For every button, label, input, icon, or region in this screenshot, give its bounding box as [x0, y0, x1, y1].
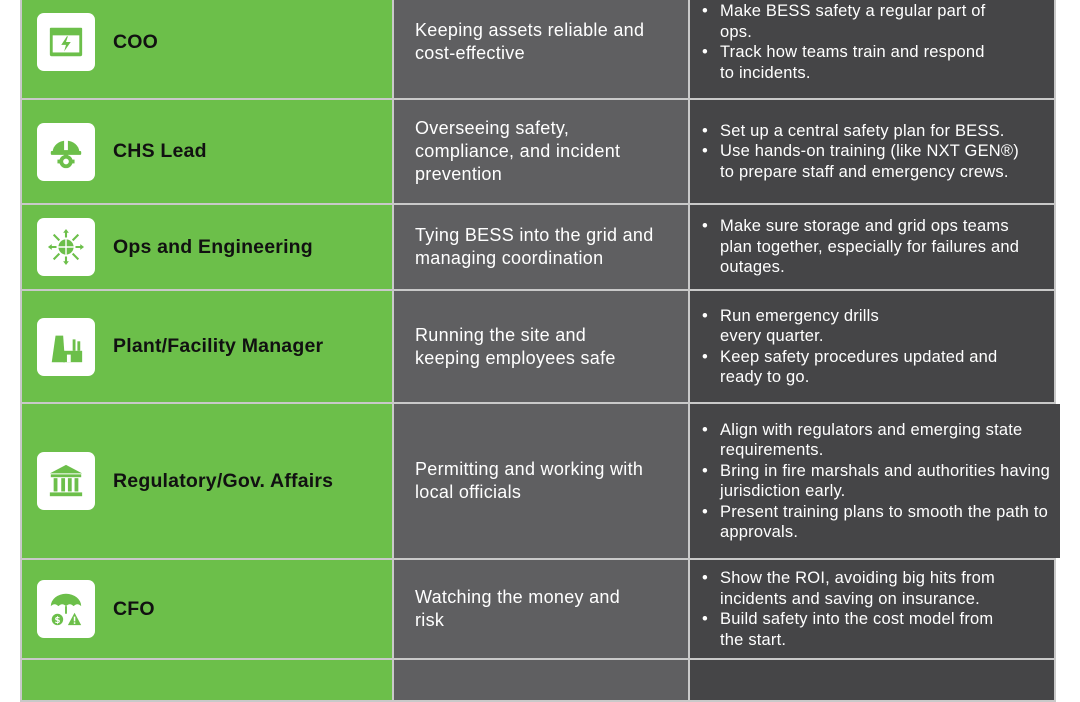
roles-table [20, 0, 1056, 702]
list-item: • Show the ROI, avoiding big hits from incidents and saving on insurance. [700, 568, 1040, 609]
table-row [22, 291, 1054, 404]
hard-hat-gear-icon [37, 123, 95, 181]
actions-list [700, 121, 1044, 183]
focus-text: Running the site and keeping employees safe [415, 324, 616, 368]
actions-cell [690, 0, 1054, 98]
list-item: • Run emergency drills every quarter. [700, 306, 910, 347]
focus-cell [394, 560, 690, 658]
focus-cell [394, 291, 690, 402]
role-name: Plant/Facility Manager [113, 335, 324, 357]
role-name: CFO [113, 597, 155, 620]
actions-list [700, 568, 1044, 650]
table-row [22, 0, 1054, 100]
battery-storage-icon [37, 13, 95, 71]
table-row [22, 560, 1054, 660]
role-name: Ops and Engineering [113, 235, 313, 258]
actions-cell [690, 560, 1054, 658]
svg-text:$: $ [54, 615, 61, 626]
actions-list [700, 216, 1044, 278]
table-row [22, 404, 1054, 560]
role-cell [22, 291, 394, 402]
role-cell [22, 660, 394, 700]
role-name: COO [113, 30, 159, 53]
list-item: • Align with regulators and emerging state requirements. [700, 420, 1040, 461]
power-plant-icon [37, 318, 95, 376]
focus-cell [394, 205, 690, 289]
list-item: • Bring in fire marshals and authorities having jurisdiction early. [700, 461, 1050, 502]
role-name: Regulatory/Gov. Affairs [113, 469, 334, 492]
list-item: • Build safety into the cost model from the start. [700, 609, 1020, 650]
focus-text: Tying BESS into the grid and managing coordination [415, 225, 654, 268]
table-row [22, 660, 1054, 702]
list-item: • Keep safety procedures updated and ready to go. [700, 347, 1020, 388]
list-item: • Present training plans to smooth the path to approvals. [700, 502, 1050, 543]
focus-cell [394, 404, 690, 558]
focus-text: Overseeing safety, compliance, and incident prevention [415, 118, 621, 184]
actions-cell [690, 205, 1054, 289]
focus-text: Permitting and working with local officials [415, 459, 644, 502]
actions-cell [690, 291, 1054, 402]
network-globe-icon [37, 218, 95, 276]
role-cell [22, 100, 394, 203]
actions-cell [690, 660, 1054, 700]
list-item: • Track how teams train and respond to incidents. [700, 42, 990, 83]
list-item: • Use hands-on training (like NXT GEN®) to prepare staff and emergency crews. [700, 141, 1020, 182]
actions-list [700, 1, 1044, 83]
government-building-icon [37, 452, 95, 510]
focus-text: Watching the money and risk [415, 587, 621, 630]
actions-cell [690, 100, 1054, 203]
table-row [22, 100, 1054, 205]
focus-text: Keeping assets reliable and cost-effective [415, 20, 645, 63]
role-name: CHS Lead [113, 140, 207, 162]
role-cell [22, 404, 394, 558]
focus-cell [394, 0, 690, 98]
table-row [22, 205, 1054, 291]
list-item: • Set up a central safety plan for BESS. [700, 121, 1044, 142]
list-item: • Make sure storage and grid ops teams plan together, especially for failures and outages. [700, 216, 1030, 278]
umbrella-money-risk-icon [37, 580, 95, 638]
actions-cell [690, 404, 1060, 558]
list-item: • Make BESS safety a regular part of ops. [700, 1, 990, 42]
actions-list [700, 306, 1044, 388]
focus-cell [394, 660, 690, 700]
role-cell [22, 205, 394, 289]
role-cell [22, 560, 394, 658]
actions-list [700, 420, 1050, 543]
role-cell [22, 0, 394, 98]
focus-cell [394, 100, 690, 203]
